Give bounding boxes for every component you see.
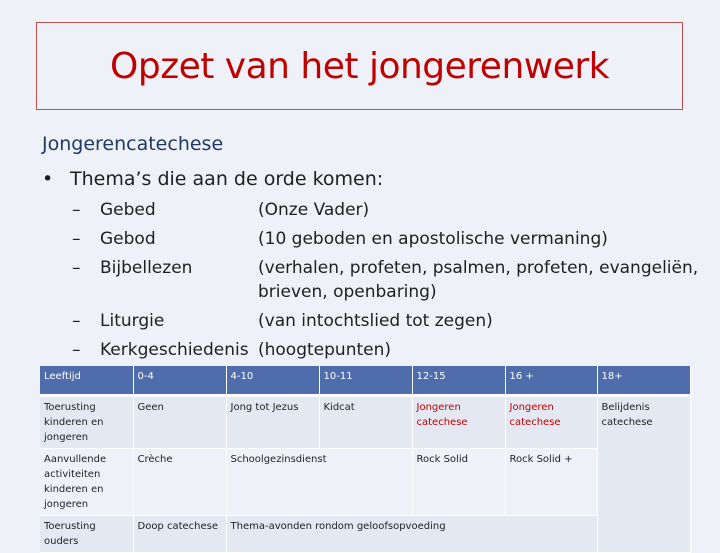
- table-header-row: [40, 366, 690, 396]
- dash-marker: –: [72, 200, 81, 220]
- table-cell: Rock Solid +: [505, 449, 597, 516]
- header-cell: 18+: [597, 366, 690, 396]
- table-cell: Crèche: [133, 449, 226, 516]
- header-cell: 10-11: [319, 366, 412, 396]
- topic-label: Gebod: [100, 229, 156, 249]
- age-program-table: [40, 366, 691, 553]
- header-cell: 0-4: [133, 366, 226, 396]
- topic-item: [72, 311, 164, 331]
- table-cell: Jongeren catechese: [505, 396, 597, 449]
- table-cell: Thema-avonden rondom geloofsopvoeding: [226, 516, 597, 553]
- topic-desc-continued: brieven, openbaring): [258, 282, 437, 302]
- bullet-line: [42, 168, 383, 190]
- table-row: [40, 516, 690, 553]
- table-row: [40, 449, 690, 516]
- bullet-text: Thema’s die aan de orde komen:: [70, 168, 384, 190]
- table-row: [40, 396, 690, 449]
- topic-item: [72, 340, 249, 360]
- header-cell: 16 +: [505, 366, 597, 396]
- section-subtitle: Jongerencatechese: [42, 133, 224, 155]
- table-cell: Rock Solid: [412, 449, 505, 516]
- row-label-cell: Aanvullende activiteiten kinderen en jongeren: [40, 449, 133, 516]
- topic-item: [72, 200, 156, 220]
- table-cell: Kidcat: [319, 396, 412, 449]
- topic-item: [72, 258, 192, 278]
- topic-desc: (verhalen, profeten, psalmen, profeten, evangeliën,: [258, 258, 699, 278]
- topic-desc: (van intochtslied tot zegen): [258, 311, 493, 331]
- table-cell: Jongeren catechese: [412, 396, 505, 449]
- header-cell: Leeftijd: [40, 366, 133, 396]
- title-box: [36, 22, 683, 110]
- dash-marker: –: [72, 258, 81, 278]
- table-cell: Geen: [133, 396, 226, 449]
- row-label-cell: Toerusting kinderen en jongeren: [40, 396, 133, 449]
- topic-item: [72, 229, 156, 249]
- table-cell: Schoolgezinsdienst: [226, 449, 412, 516]
- dash-marker: –: [72, 311, 81, 331]
- topic-label: Liturgie: [100, 311, 165, 331]
- table-cell: Jong tot Jezus: [226, 396, 319, 449]
- topic-label: Bijbellezen: [100, 258, 193, 278]
- row-label-cell: Toerusting ouders: [40, 516, 133, 553]
- topic-desc: (Onze Vader): [258, 200, 370, 220]
- topic-desc: (hoogtepunten): [258, 340, 391, 360]
- table-cell: Belijdenis catechese: [597, 396, 690, 553]
- header-cell: 4-10: [226, 366, 319, 396]
- topic-label: Kerkgeschiedenis: [100, 340, 249, 360]
- bullet-marker: •: [42, 168, 54, 190]
- slide-title: Opzet van het jongerenwerk: [110, 45, 609, 87]
- dash-marker: –: [72, 340, 81, 360]
- topic-desc: (10 geboden en apostolische vermaning): [258, 229, 608, 249]
- header-cell: 12-15: [412, 366, 505, 396]
- dash-marker: –: [72, 229, 81, 249]
- topic-label: Gebed: [100, 200, 156, 220]
- table-cell: Doop catechese: [133, 516, 226, 553]
